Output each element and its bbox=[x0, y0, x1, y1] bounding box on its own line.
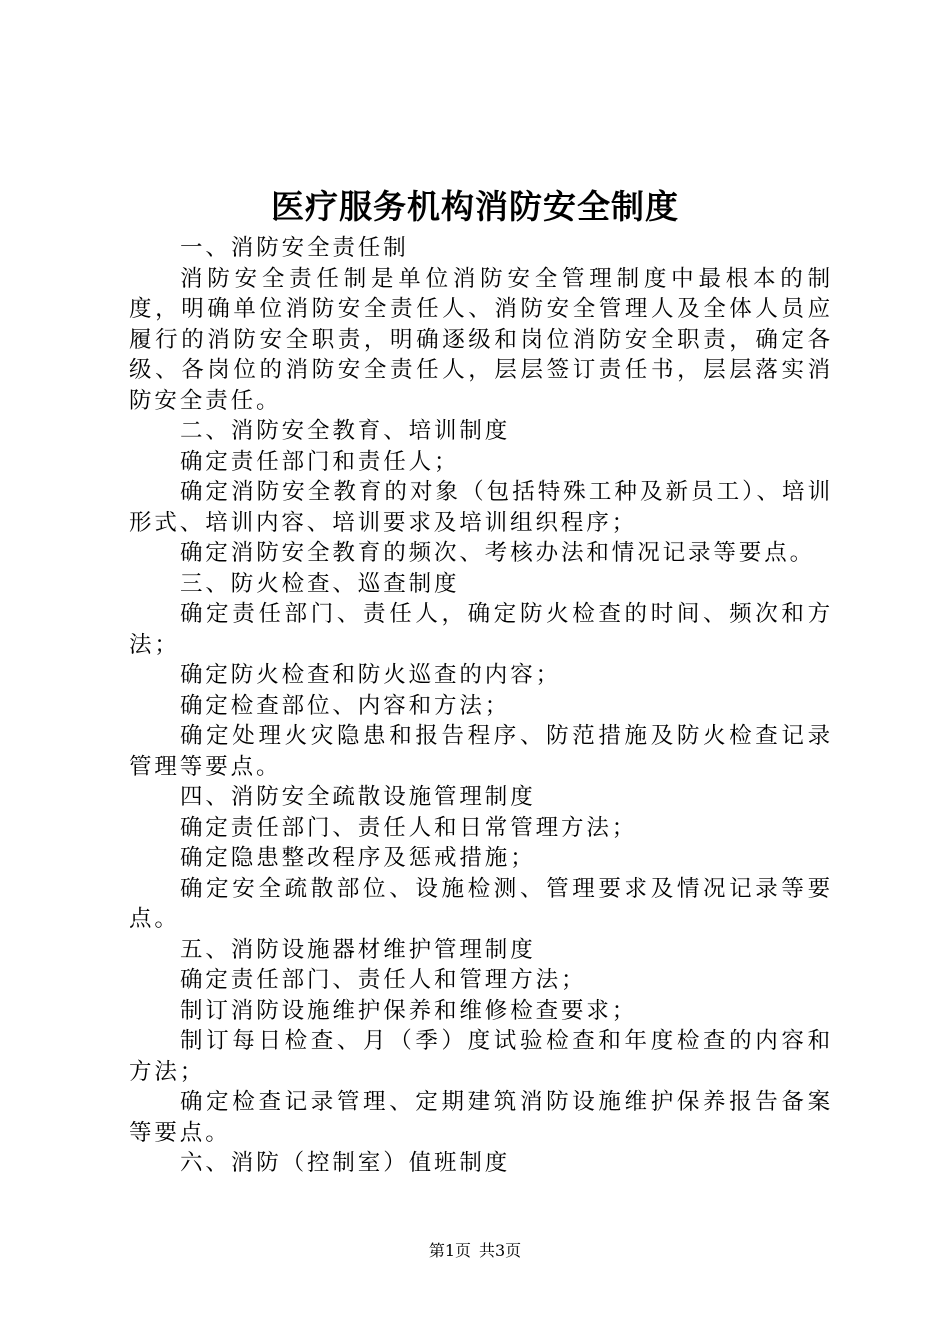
section-heading-5: 五、消防设施器材维护管理制度 bbox=[180, 936, 536, 963]
paragraph: 制订消防设施维护保养和维修检查要求； bbox=[180, 997, 638, 1024]
paragraph: 确定责任部门和责任人； bbox=[180, 448, 460, 475]
paragraph: 确定责任部门、责任人和管理方法； bbox=[180, 967, 587, 993]
section-heading-6: 六、消防（控制室）值班制度 bbox=[180, 1150, 511, 1176]
paragraph: 消防安全责任制是单位消防安全管理制度中最根本的制度，明确单位消防安全责任人、消防安全管理人及全体人员应履行的消防安全职责，明确逐级和岗位消防安全职责，确定各级、各岗位的消防安全责任人，层层签订责任书，层层落实消防安全责任。 bbox=[129, 265, 833, 414]
paragraph: 确定检查部位、内容和方法； bbox=[180, 692, 511, 719]
document-body bbox=[129, 233, 833, 1179]
paragraph: 确定隐患整改程序及惩戒措施； bbox=[180, 845, 536, 871]
page-footer bbox=[0, 1240, 950, 1262]
paragraph: 确定责任部门、责任人，确定防火检查的时间、频次和方法； bbox=[129, 601, 833, 658]
section-heading-4: 四、消防安全疏散设施管理制度 bbox=[180, 784, 536, 810]
document-title: 医疗服务机构消防安全制度 bbox=[271, 187, 679, 226]
paragraph: 制订每日检查、月（季）度试验检查和年度检查的内容和方法； bbox=[129, 1028, 833, 1085]
paragraph: 确定消防安全教育的频次、考核办法和情况记录等要点。 bbox=[180, 540, 816, 566]
paragraph: 确定防火检查和防火巡查的内容； bbox=[180, 662, 562, 688]
paragraph: 确定责任部门、责任人和日常管理方法； bbox=[180, 814, 638, 841]
section-heading-2: 二、消防安全教育、培训制度 bbox=[180, 418, 511, 444]
section-heading-1: 一、消防安全责任制 bbox=[180, 235, 409, 261]
page-number: 第1页 bbox=[428, 1241, 471, 1260]
paragraph: 确定安全疏散部位、设施检测、管理要求及情况记录等要点。 bbox=[129, 875, 833, 932]
paragraph: 确定处理火灾隐患和报告程序、防范措施及防火检查记录管理等要点。 bbox=[129, 723, 833, 780]
paragraph: 确定检查记录管理、定期建筑消防设施维护保养报告备案等要点。 bbox=[129, 1089, 833, 1146]
section-heading-3: 三、防火检查、巡查制度 bbox=[180, 570, 460, 597]
paragraph: 确定消防安全教育的对象（包括特殊工种及新员工）、培训形式、培训内容、培训要求及培训组织程序； bbox=[129, 479, 833, 536]
page-total: 共3页 bbox=[479, 1241, 522, 1260]
